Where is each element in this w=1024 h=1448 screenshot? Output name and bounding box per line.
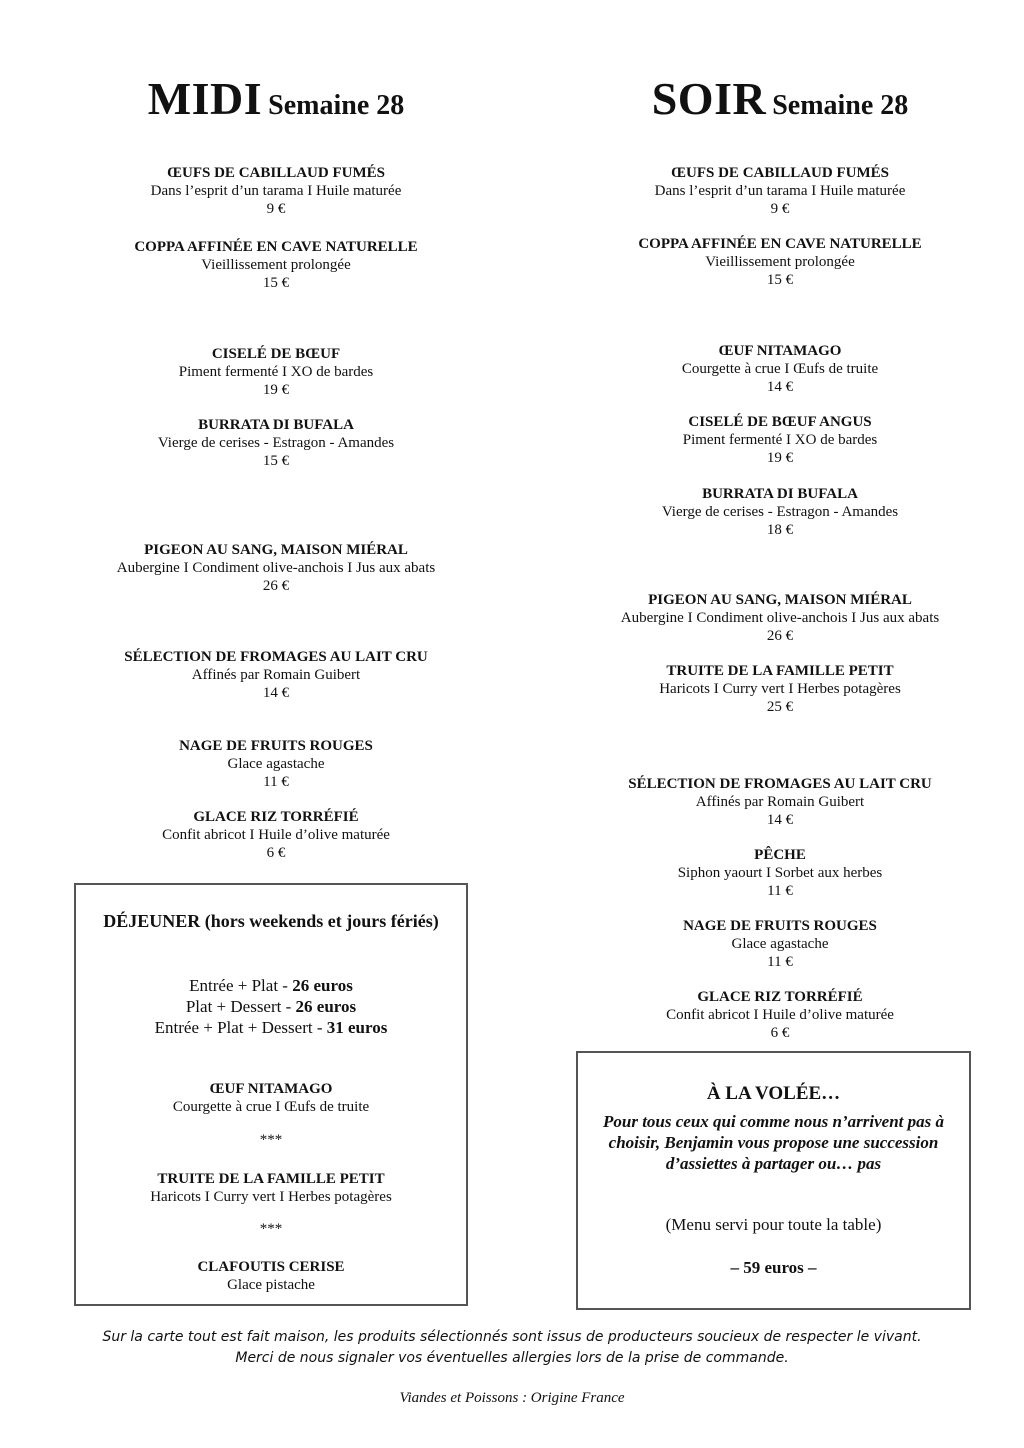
a-la-volee-box xyxy=(576,1051,971,1310)
dish-description: Vierge de cerises - Estragon - Amandes xyxy=(661,504,899,520)
dish-name: GLACE RIZ TORRÉFIÉ xyxy=(193,809,359,825)
midi-item xyxy=(20,238,532,292)
dish-description: Affinés par Romain Guibert xyxy=(191,667,361,683)
lunch-formula xyxy=(76,1017,466,1038)
dish-price: 26 € xyxy=(766,628,794,644)
dish-name: ŒUFS DE CABILLAUD FUMÉS xyxy=(671,165,889,181)
soir-item xyxy=(524,662,1024,716)
dish-description: Glace agastache xyxy=(227,756,325,772)
soir-item xyxy=(524,775,1024,829)
dish-description: Piment fermenté I XO de bardes xyxy=(178,364,374,380)
midi-item xyxy=(20,808,532,862)
midi-item xyxy=(20,648,532,702)
midi-item xyxy=(20,345,532,399)
lunch-formula xyxy=(76,996,466,1017)
dish-name: TRUITE DE LA FAMILLE PETIT xyxy=(666,663,894,679)
dish-price: 11 € xyxy=(767,883,793,899)
dish-description: Confit abricot I Huile d’olive maturée xyxy=(666,1007,894,1023)
dish-name: SÉLECTION DE FROMAGES AU LAIT CRU xyxy=(124,649,428,665)
dish-name: CISELÉ DE BŒUF ANGUS xyxy=(688,414,872,430)
dish-name: PIGEON AU SANG, MAISON MIÉRAL xyxy=(648,592,912,608)
dish-price: 15 € xyxy=(766,272,794,288)
dish-price: 11 € xyxy=(767,954,793,970)
volee-title: À LA VOLÉE… xyxy=(706,1083,841,1104)
dish-description: Haricots I Curry vert I Herbes potagères xyxy=(150,1189,392,1205)
soir-item xyxy=(524,413,1024,467)
dish-name: COPPA AFFINÉE EN CAVE NATURELLE xyxy=(638,236,922,252)
dish-description: Aubergine I Condiment olive-anchois I Jus aux abats xyxy=(116,560,436,576)
lunch-title: DÉJEUNER (hors weekends et jours fériés) xyxy=(103,911,439,931)
formula-price: 31 euros xyxy=(326,1018,388,1037)
dish-price: 15 € xyxy=(262,453,290,469)
dish-name: CLAFOUTIS CERISE xyxy=(197,1259,345,1275)
soir-item xyxy=(524,164,1024,218)
dish-price: 6 € xyxy=(266,845,286,861)
dish-name: COPPA AFFINÉE EN CAVE NATURELLE xyxy=(134,239,418,255)
midi-item xyxy=(20,541,532,595)
dish-name: ŒUF NITAMAGO xyxy=(209,1081,333,1097)
dish-name: SÉLECTION DE FROMAGES AU LAIT CRU xyxy=(628,776,932,792)
dish-name: GLACE RIZ TORRÉFIÉ xyxy=(697,989,863,1005)
dish-price: 14 € xyxy=(766,379,794,395)
soir-item xyxy=(524,235,1024,289)
soir-item xyxy=(524,846,1024,900)
dish-name: NAGE DE FRUITS ROUGES xyxy=(683,918,877,934)
separator: *** xyxy=(259,1221,283,1237)
dish-price: 26 € xyxy=(262,578,290,594)
dish-price: 9 € xyxy=(266,201,286,217)
dish-description: Aubergine I Condiment olive-anchois I Jus aux abats xyxy=(620,610,940,626)
midi-title: MIDI xyxy=(147,73,263,124)
dish-description: Courgette à crue I Œufs de truite xyxy=(681,361,879,377)
dish-price: 14 € xyxy=(262,685,290,701)
dish-name: ŒUFS DE CABILLAUD FUMÉS xyxy=(167,165,385,181)
midi-week: Semaine 28 xyxy=(268,90,405,121)
lunch-formula xyxy=(76,975,466,996)
separator: *** xyxy=(259,1132,283,1148)
dish-description: Dans l’esprit d’un tarama I Huile maturée xyxy=(150,183,402,199)
formula-price: 26 euros xyxy=(295,997,357,1016)
volee-description: Pour tous ceux qui comme nous n’arrivent pas à choisir, Benjamin vous propose une succession d’assiettes à partager ou… pas xyxy=(603,1112,944,1173)
soir-title: SOIR xyxy=(651,73,767,124)
dish-price: 18 € xyxy=(766,522,794,538)
dish-price: 11 € xyxy=(263,774,289,790)
dish-description: Haricots I Curry vert I Herbes potagères xyxy=(659,681,901,697)
dish-description: Glace pistache xyxy=(227,1277,315,1293)
dish-price: 6 € xyxy=(770,1025,790,1041)
soir-item xyxy=(524,988,1024,1042)
volee-price: – 59 euros – xyxy=(730,1258,817,1277)
soir-item xyxy=(524,591,1024,645)
soir-week: Semaine 28 xyxy=(772,90,909,121)
lunch-dish xyxy=(76,1170,466,1206)
dish-description: Affinés par Romain Guibert xyxy=(695,794,865,810)
dish-price: 25 € xyxy=(766,699,794,715)
origin-note: Viandes et Poissons : Origine France xyxy=(399,1390,625,1406)
dish-name: PIGEON AU SANG, MAISON MIÉRAL xyxy=(144,542,408,558)
soir-item xyxy=(524,917,1024,971)
midi-heading xyxy=(20,72,532,125)
lunch-dish xyxy=(76,1080,466,1116)
dish-name: CISELÉ DE BŒUF xyxy=(211,346,341,362)
dish-price: 14 € xyxy=(766,812,794,828)
formula-label: Entrée + Plat + Dessert - xyxy=(154,1018,327,1037)
formula-price: 26 euros xyxy=(292,976,353,995)
allergy-note: Merci de nous signaler vos éventuelles allergies lors de la prise de commande. xyxy=(235,1350,789,1366)
soir-item xyxy=(524,342,1024,396)
dish-description: Siphon yaourt I Sorbet aux herbes xyxy=(677,865,883,881)
midi-item xyxy=(20,416,532,470)
soir-item xyxy=(524,485,1024,539)
midi-item xyxy=(20,737,532,791)
dish-description: Vieillissement prolongée xyxy=(201,257,351,273)
dish-price: 15 € xyxy=(262,275,290,291)
dish-price: 19 € xyxy=(262,382,290,398)
dish-name: BURRATA DI BUFALA xyxy=(198,417,354,433)
dish-name: PÊCHE xyxy=(754,847,806,863)
lunch-menu-box xyxy=(74,883,468,1306)
dish-description: Piment fermenté I XO de bardes xyxy=(682,432,878,448)
soir-heading xyxy=(524,72,1024,125)
dish-name: TRUITE DE LA FAMILLE PETIT xyxy=(157,1171,385,1187)
formula-label: Plat + Dessert - xyxy=(185,997,296,1016)
dish-name: BURRATA DI BUFALA xyxy=(702,486,858,502)
dish-price: 19 € xyxy=(766,450,794,466)
lunch-dish xyxy=(76,1258,466,1294)
dish-description: Vierge de cerises - Estragon - Amandes xyxy=(157,435,395,451)
midi-item xyxy=(20,164,532,218)
dish-description: Courgette à crue I Œufs de truite xyxy=(172,1099,370,1115)
dish-description: Glace agastache xyxy=(731,936,829,952)
formula-label: Entrée + Plat - xyxy=(189,976,293,995)
dish-description: Vieillissement prolongée xyxy=(705,254,855,270)
dish-price: 9 € xyxy=(770,201,790,217)
dish-name: NAGE DE FRUITS ROUGES xyxy=(179,738,373,754)
volee-note: (Menu servi pour toute la table) xyxy=(665,1215,882,1234)
dish-description: Dans l’esprit d’un tarama I Huile maturée xyxy=(654,183,906,199)
footer-note: Sur la carte tout est fait maison, les produits sélectionnés sont issus de producteurs soucieux de respecter le vivant. xyxy=(102,1329,922,1345)
dish-name: ŒUF NITAMAGO xyxy=(718,343,842,359)
dish-description: Confit abricot I Huile d’olive maturée xyxy=(162,827,390,843)
